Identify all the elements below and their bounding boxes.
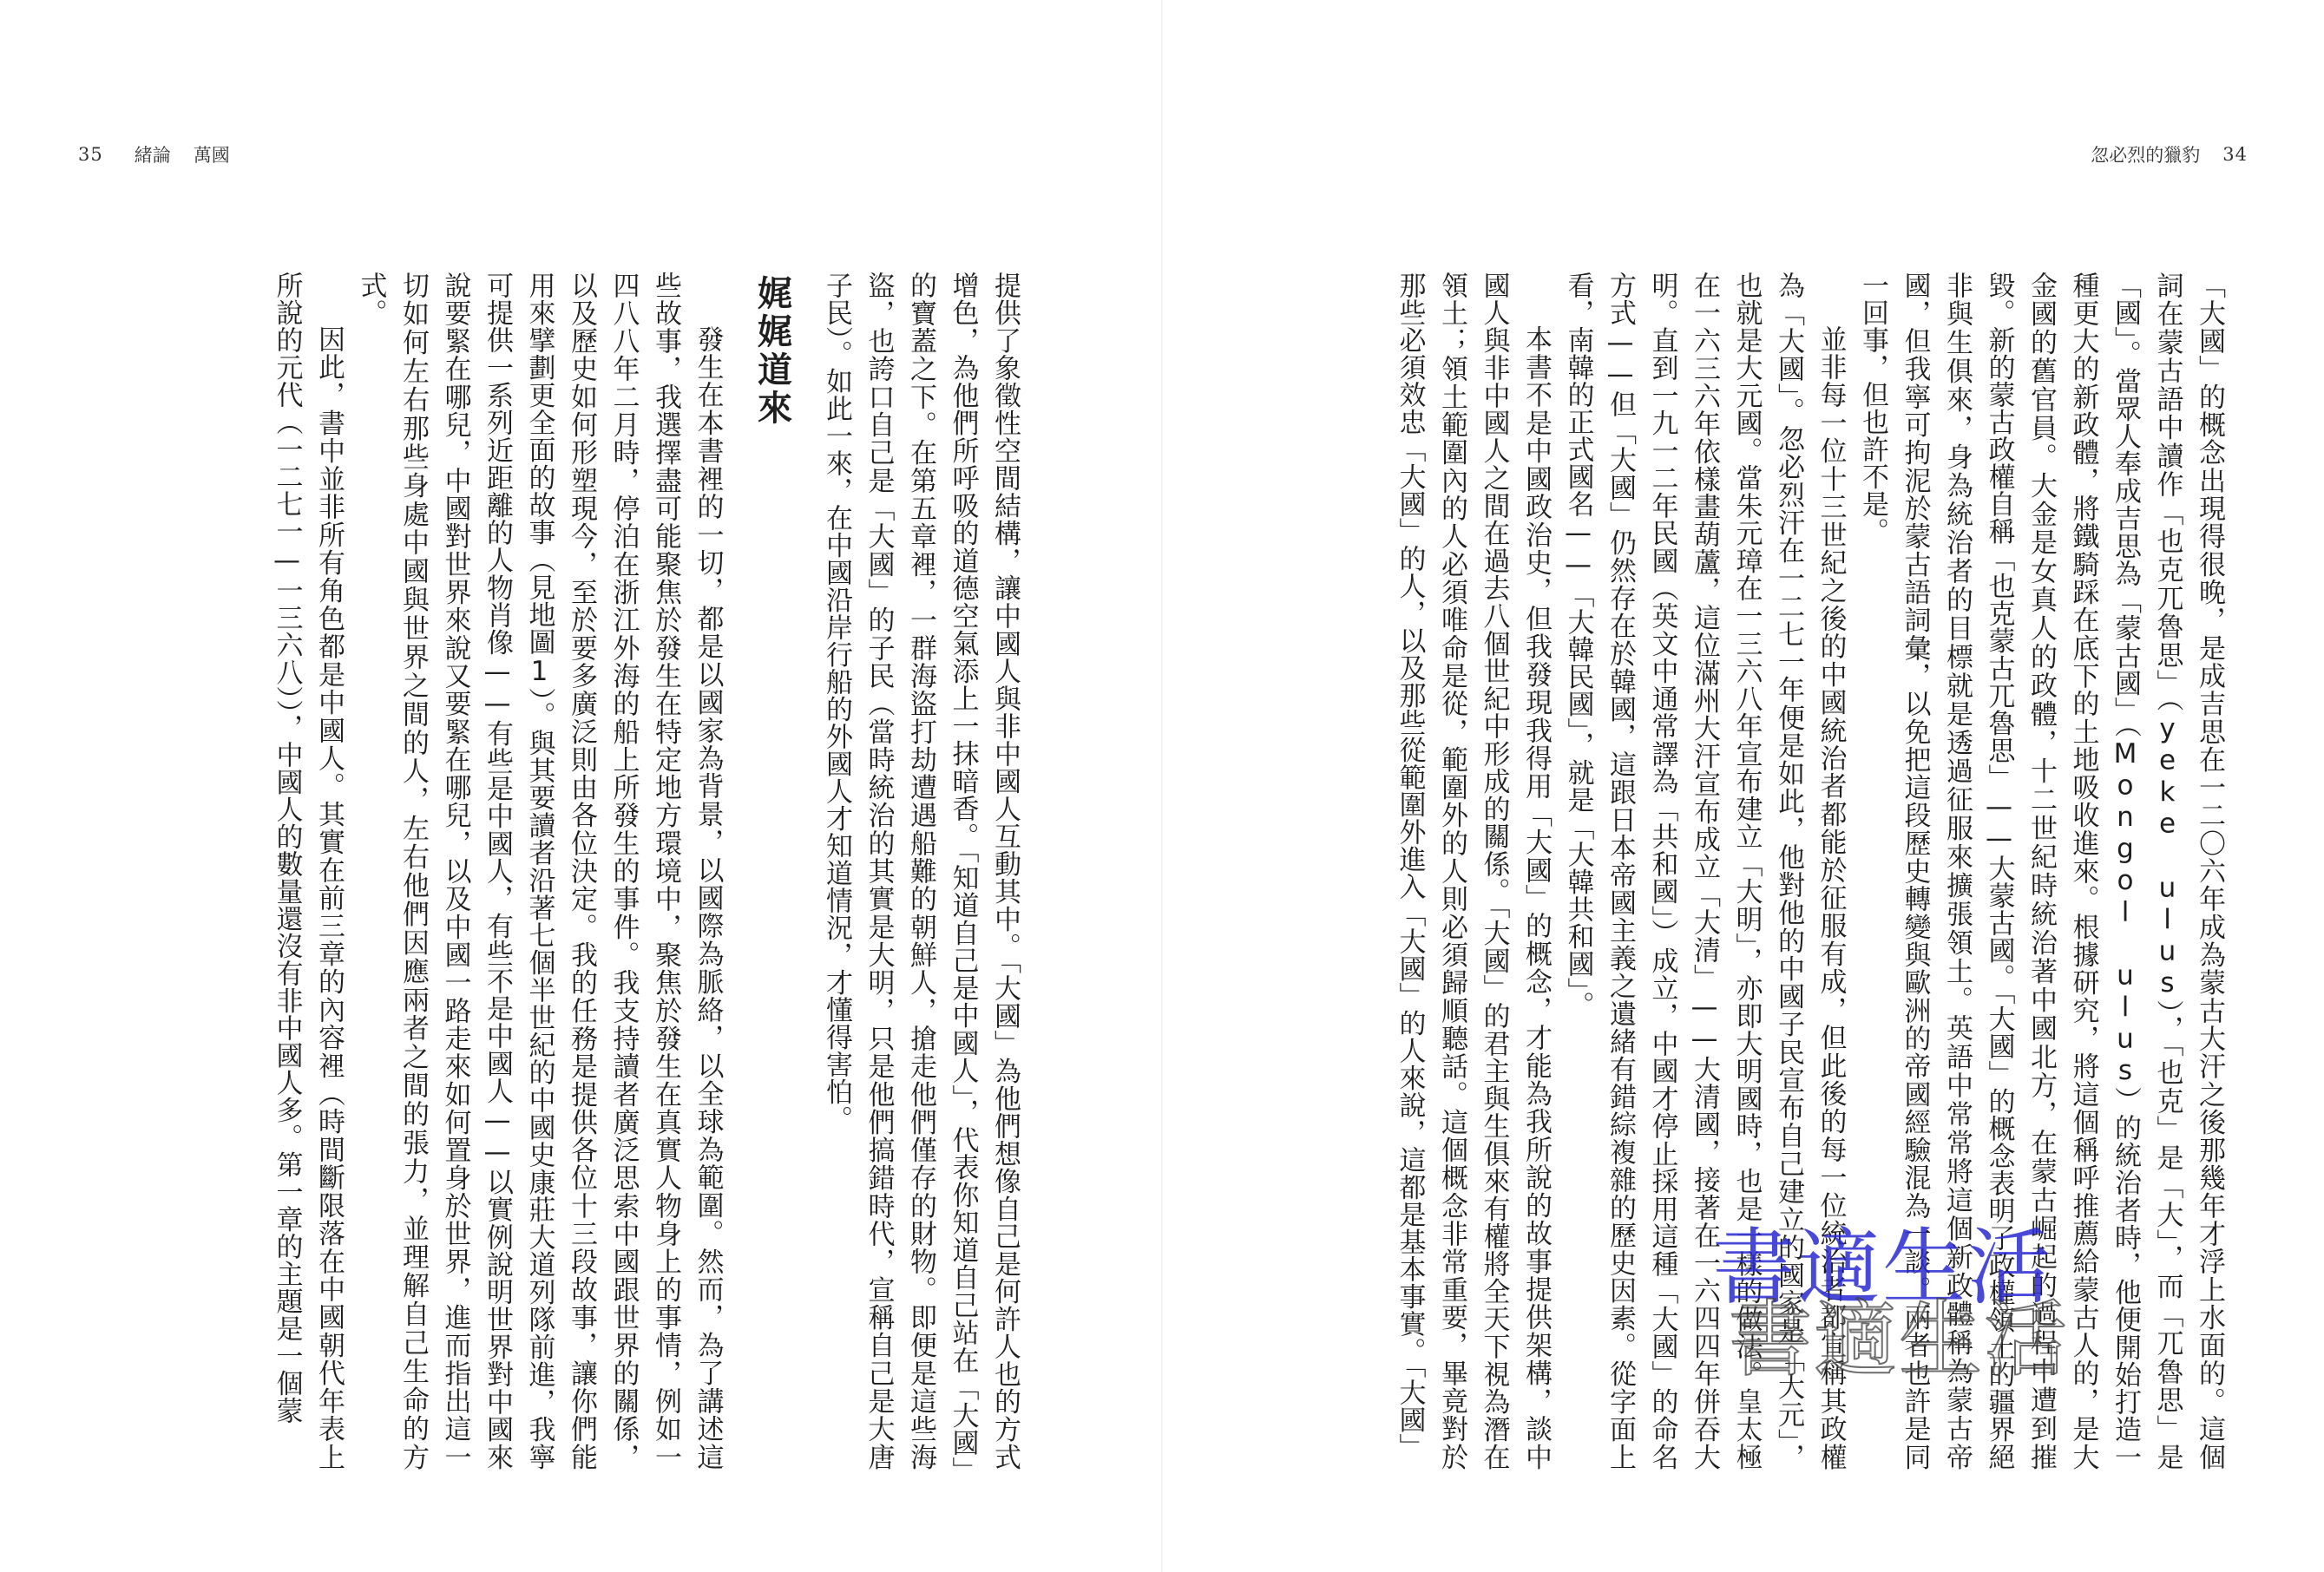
left-section-title: 萬國 [193, 145, 230, 166]
body-paragraph: 並非每一位十三世紀之後的中國統治者都能於征服有成，但此後的每一位統治者都宣稱其政權為「大國」。忽必烈汗在一二七一年便是如此，他對他的中國子民宣布自己建立的國家是「大元」，也就是大元國。當朱元璋在一三六八年宣布建立「大明」，亦即大明國時，也是一樣的做法。皇太極在一六三六年依樣畫葫蘆，這位滿州大汗宣布成立「大清」——大清國，接著在一六四四年併吞大明。直到一九一二年民國（英文中通常譯為「共和國」）成立，中國才停止採用這種「大國」的命名方式——但「大國」仍然存在於韓國，這跟日本帝國主義之遺緒有錯綜複雜的歷史因素。從字面上看，南韓的正式國名——「大韓民國」，就是「大韓共和國」。 [1562, 272, 1847, 1470]
right-page-body [1362, 272, 2230, 1470]
left-page-body [115, 272, 1026, 1470]
body-paragraph: 發生在本書裡的一切，都是以國家為背景，以國際為脈絡，以全球為範圍。然而，為了講述這些故事，我選擇盡可能聚焦於發生在特定地方環境中，聚焦於發生在真實人物身上的事情，例如一四八八年二月時，停泊在浙江外海的船上所發生的事件。我支持讀者廣泛思索中國跟世界的關係，以及歷史如何形塑現今，至於要多廣泛則由各位決定。我的任務是提供各位十三段故事，讓你們能用來擘劃更全面的故事（見地圖1）。與其要讀者沿著七個半世紀的中國史康莊大道列隊前進，我寧可提供一系列近距離的人物肖像——有些是中國人，有些不是中國人——以實例說明世界對中國來說要緊在哪兒，中國對世界來說又要緊在哪兒，以及中國一路走來如何置身於世界，進而指出這一切如何左右那些身處中國與世界之間的人，左右他們因應兩者之間的張力，並理解自己生命的方式。 [355, 272, 724, 1470]
page-gutter [1161, 0, 1163, 1572]
watermark-blue: 書適生活 [1712, 1219, 2052, 1316]
left-chapter-label: 緒論 [134, 145, 171, 166]
right-page-header [2091, 137, 2248, 172]
body-paragraph: 因此，書中並非所有角色都是中國人。其實在前三章的內容裡（時間斷限落在中國朝代年表上所說的元代（一二七一—一三六八）），中國人的數量還沒有非中國人多。第一章的主題是一個蒙 [271, 272, 345, 1470]
right-book-title: 忽必烈的獵豹 [2091, 145, 2201, 166]
body-paragraph: 提供了象徵性空間結構，讓中國人與非中國人互動其中。「大國」為他們想像自己是何許人也的方式增色，為他們所呼吸的道德空氣添上一抹暗香。「知道自己是中國人」，代表你知道自己站在「大國」的寶蓋之下。在第五章裡，一群海盜打劫遭遇船難的朝鮮人，搶走他們僅存的財物。即便是這些海盜，也誇口自己是「大國」的子民（當時統治的其實是大明，只是他們搞錯時代，宣稱自己是大唐子民）。如此一來，在中國沿岸行船的外國人才知道情況，才懂得害怕。 [821, 272, 1021, 1470]
left-page-header [78, 137, 230, 172]
body-paragraph: 「大國」的概念出現得很晚，是成吉思在一二〇六年成為蒙古大汗之後那幾年才浮上水面的。這個詞在蒙古語中讀作「也克兀魯思」（yeke ulus），「也克」是「大」，而「兀魯思」是「國」。當眾人奉成吉思為「蒙古國」（Mongol ulus）的統治者時，他便開始打造一種更大的新政體，將鐵騎踩在底下的土地吸收進來。根據研究，將這個稱呼推薦給蒙古人的，是大金國的舊官員。大金是女真人的政體，十二世紀時統治著中國北方，在蒙古崛起的過程中遭到摧毀。新的蒙古政權自稱「也克蒙古兀魯思」——大蒙古國。「大國」的概念表明了政權領土的疆界絕非與生俱來，身為統治者的目標就是透過征服來擴張領土。英語中常常將這個新政體稱為蒙古帝國，但我寧可拘泥於蒙古語詞彙，以免把這段歷史轉變與歐洲的帝國經驗混為一談。兩者也許是同一回事，但也許不是。 [1857, 272, 2225, 1470]
right-page-number: 34 [2222, 144, 2248, 165]
section-heading: 娓娓道來 [752, 275, 792, 428]
watermark-outline: 書適生活 [1729, 1291, 2069, 1388]
body-paragraph: 本書不是中國政治史，但我發現我得用「大國」的概念，才能為我所說的故事提供架構，談中國人與非中國人之間在過去八個世紀中形成的關係。「大國」的君主與生俱來有權將全天下視為潛在領土；領土範圍內的人必須唯命是從，範圍外的人則必須歸順聽話。這個概念非常重要，畢竟對於那些必須效忠「大國」的人，以及那些從範圍外進入「大國」的人來說，這都是基本事實。「大國」 [1394, 272, 1552, 1470]
left-page-number: 35 [78, 144, 103, 165]
